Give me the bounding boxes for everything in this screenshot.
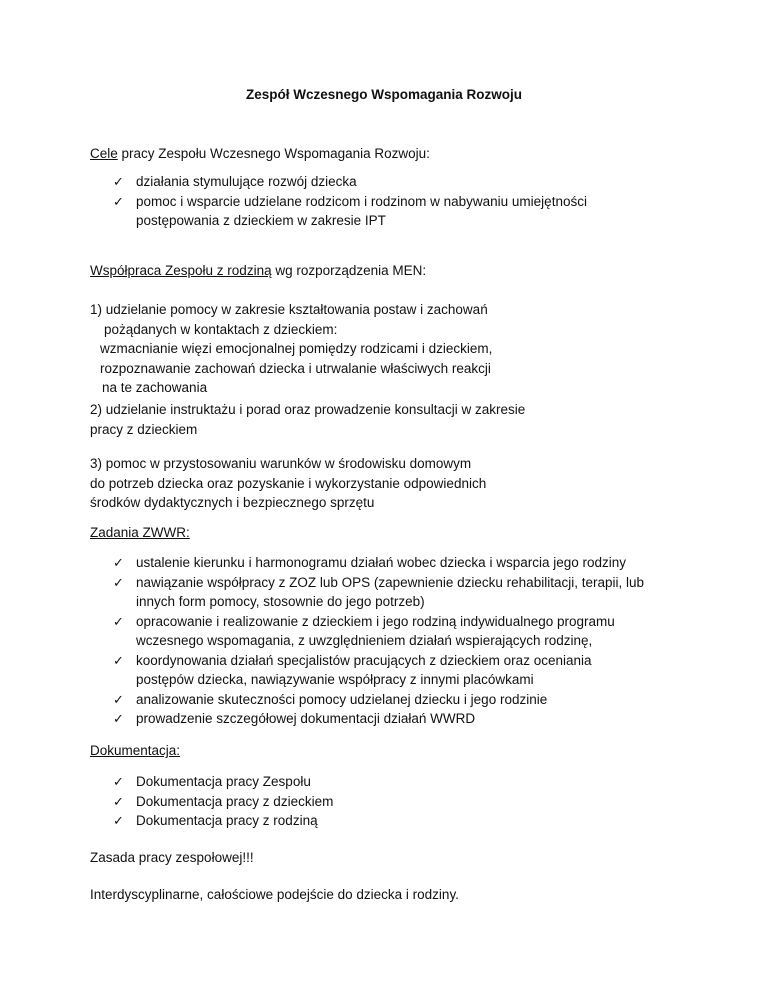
teamwork-principle: Zasada pracy zespołowej!!! [90,850,254,865]
list-item: ✓ ustalenie kierunku i harmonogramu działań wobec dziecka i wsparcia jego rodziny [90,553,730,573]
tasks-heading: Zadania ZWWR: [90,525,190,540]
goals-list [90,172,690,231]
checkmark-icon: ✓ [113,711,124,726]
list-item: ✓ działania stymulujące rozwój dziecka [90,172,690,192]
checkmark-icon: ✓ [113,793,124,809]
goals-heading-underlined: Cele [90,146,118,161]
checkmark-icon: ✓ [113,574,124,590]
checkmark-icon: ✓ [113,652,124,668]
tasks-section [90,523,690,543]
cooperation-point-3: 3) pomoc w przystosowaniu warunków w środowisku domowym do potrzeb dziecka oraz pozyskanie i wykorzystanie odpowiednich środków dydaktycznych i bezpiecznego sprzętu [90,456,487,510]
cooperation-heading-underlined: Współpraca Zespołu z rodziną [90,263,272,278]
documentation-heading: Dokumentacja: [90,743,181,758]
list-item: ✓ pomoc i wsparcie udzielane rodzicom i rodzinom w nabywaniu umiejętności postępowania z dzieckiem w zakresie IPT [113,193,587,228]
goals-heading [90,144,690,164]
cooperation-point-1: 1) udzielanie pomocy w zakresie kształtowania postaw i zachowań pożądanych w kontaktach z dzieckiem: wzmacnianie więzi emocjonalnej pomiędzy rodzicami i dzieckiem, rozpoznawanie zachowań dziecka i utrwalanie właściwych reakcji na te zachowania [90,302,493,395]
list-item: ✓ Dokumentacja pracy Zespołu [90,772,690,792]
cooperation-point-2: 2) udzielanie instruktażu i porad oraz prowadzenie konsultacji w zakresie pracy z dzieckiem [90,402,526,437]
list-item: ✓ koordynowania działań specjalistów pracujących z dzieckiem oraz oceniania postępów dziecka, nawiązywanie współpracy z innymi placówkami [113,652,592,687]
checkmark-icon: ✓ [113,555,124,570]
list-item: ✓ opracowanie i realizowanie z dzieckiem i jego rodziną indywidualnego programu wczesnego wspomagania, z uwzględnieniem działań wspierających rodzinę, [113,613,615,648]
checkmark-icon: ✓ [113,691,124,707]
tasks-list [90,553,730,729]
goals-heading-rest: pracy Zespołu Wczesnego Wspomagania Rozwoju: [117,146,430,161]
list-item: ✓ nawiązanie współpracy z ZOZ lub OPS (zapewnienie dziecku rehabilitacji, terapii, lub innych form pomocy, stosownie do jego potrzeb) [113,574,644,609]
list-item: ✓ Dokumentacja pracy z rodziną [90,811,690,831]
checkmark-icon: ✓ [113,813,124,828]
list-item: ✓ Dokumentacja pracy z dzieckiem [90,792,690,812]
cooperation-section [90,261,690,281]
cooperation-heading [90,261,690,281]
document-title: Zespół Wczesnego Wspomagania Rozwoju [245,87,523,102]
checkmark-icon: ✓ [113,174,124,189]
approach-statement: Interdyscyplinarne, całościowe podejście do dziecka i rodziny. [90,887,459,902]
documentation-section [90,741,690,761]
goals-section [90,144,690,164]
list-item: ✓ prowadzenie szczegółowej dokumentacji działań WWRD [90,709,730,729]
documentation-list [90,772,690,831]
cooperation-heading-rest: wg rozporządzenia MEN: [271,263,427,278]
checkmark-icon: ✓ [113,193,124,209]
checkmark-icon: ✓ [113,613,124,629]
checkmark-icon: ✓ [113,774,124,789]
list-item: ✓ analizowanie skuteczności pomocy udzielanej dziecku i jego rodzinie [90,690,730,710]
